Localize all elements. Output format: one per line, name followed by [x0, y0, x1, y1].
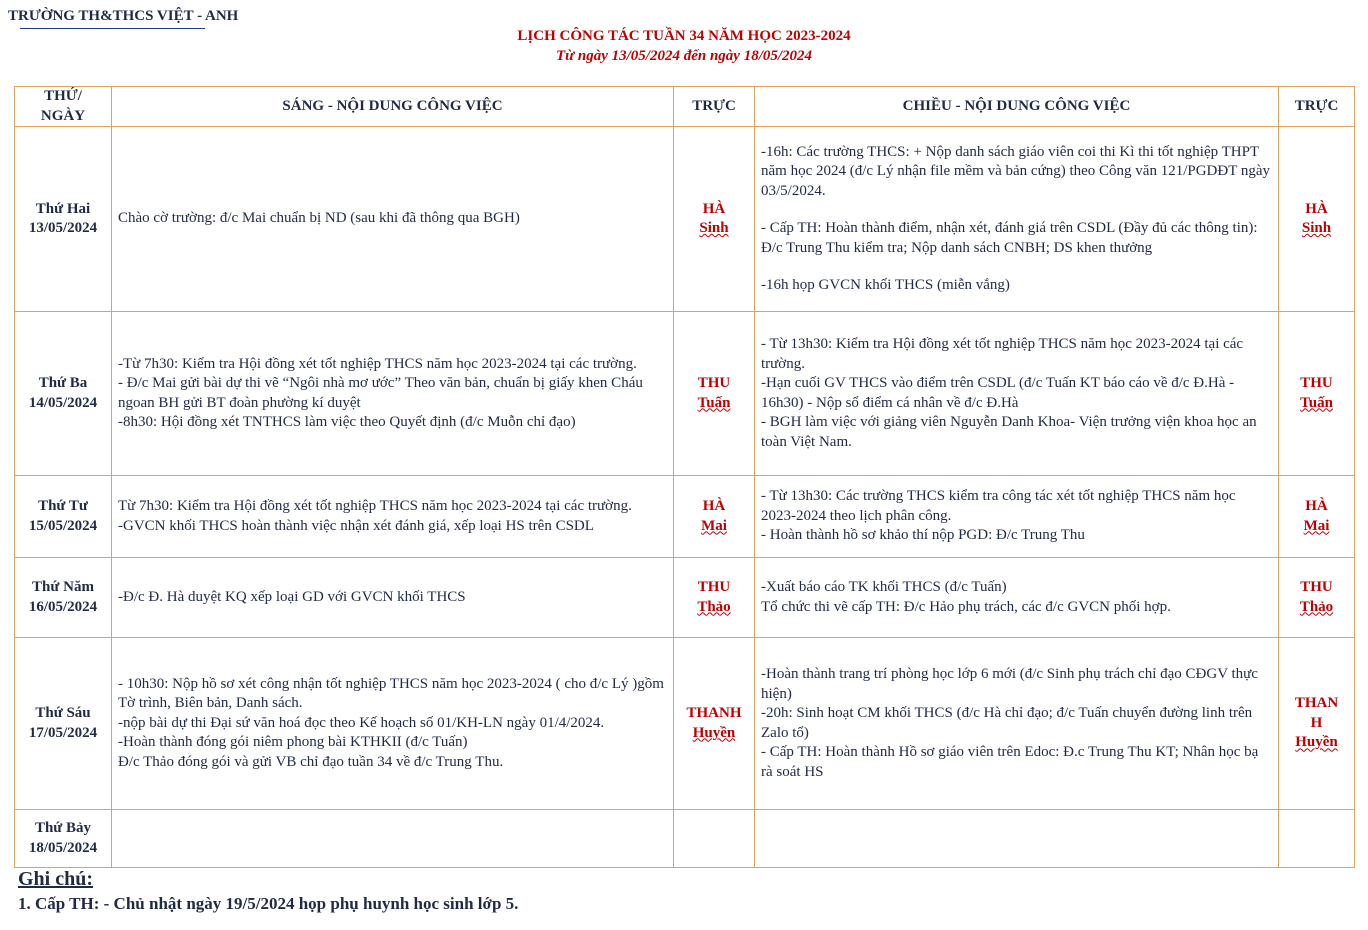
day-date: 15/05/2024 [28, 517, 98, 534]
schedule-row [15, 810, 1355, 868]
weekly-schedule-table [14, 86, 1355, 868]
afternoon-tasks [755, 638, 1279, 810]
duty-afternoon [1279, 127, 1355, 312]
header-duty-afternoon: TRỰC [1279, 87, 1355, 127]
duty-person: Thảo [1299, 598, 1334, 615]
duty-afternoon [1279, 312, 1355, 476]
day-name: Thứ Năm [32, 579, 94, 595]
day-name: Thứ Ba [38, 375, 88, 391]
duty-person: THAN [1294, 695, 1339, 712]
task-line: Đ/c Thảo đóng gói và gửi VB chỉ đạo tuần 34 về đ/c Trung Thu. [118, 753, 504, 770]
header-duty-morning: TRỰC [674, 87, 755, 127]
duty-person: Mai [1303, 517, 1330, 534]
day-date: 18/05/2024 [28, 839, 98, 856]
day-name: Thứ Bảy [34, 820, 92, 836]
duty-morning [674, 127, 755, 312]
day-cell [15, 127, 112, 312]
task-line: -Hạn cuối GV THCS vào điểm trên CSDL (đ/c Tuấn KT báo cáo về đ/c Đ.Hà - 16h30) - Nộp sổ điểm cá nhân về đ/c Đ.Hà [761, 375, 1235, 411]
task-line: Từ 7h30: Kiểm tra Hội đồng xét tốt nghiệp THCS năm học 2023-2024 tại các trường. [118, 498, 632, 514]
duty-afternoon [1279, 476, 1355, 558]
morning-tasks [112, 638, 674, 810]
duty-person: Mai [701, 517, 727, 534]
morning-tasks [112, 810, 674, 868]
duty-afternoon [1279, 638, 1355, 810]
task-line: -Đ/c Đ. Hà duyệt KQ xếp loại GD với GVCN khối THCS [118, 588, 466, 605]
header-day: THỨ/ NGÀY [15, 87, 112, 127]
schedule-body [15, 127, 1355, 868]
morning-tasks [112, 558, 674, 638]
task-line: -20h: Sinh hoạt CM khối THCS (đ/c Hà chỉ đạo; đ/c Tuấn chuyển đường linh trên Zalo tổ) [761, 705, 1253, 741]
header-afternoon: CHIỀU - NỘI DUNG CÔNG VIỆC [755, 87, 1279, 127]
day-cell [15, 476, 112, 558]
task-spacer [761, 258, 1272, 276]
duty-morning [674, 312, 755, 476]
task-line: -Hoàn thành trang trí phòng học lớp 6 mới (đ/c Sinh phụ trách chỉ đạo CĐGV thực hiện) [761, 666, 1258, 702]
schedule-title: LỊCH CÔNG TÁC TUẦN 34 NĂM HỌC 2023-2024 [517, 28, 851, 44]
schedule-row [15, 476, 1355, 558]
duty-person: Tuấn [1300, 394, 1333, 411]
duty-person: THU [1300, 579, 1333, 595]
note-item: 1. Cấp TH: - Chủ nhật ngày 19/5/2024 họp phụ huynh học sinh lớp 5. [18, 894, 519, 913]
task-line: - 10h30: Nộp hồ sơ xét công nhận tốt nghiệp THCS năm học 2023-2024 ( cho đ/c Lý )gồm Tờ trình, Biên bản, Danh sách. [118, 675, 664, 712]
afternoon-tasks [755, 127, 1279, 312]
duty-person: Tuấn [697, 394, 731, 411]
task-line: - Đ/c Mai gửi bài dự thi vẽ “Ngôi nhà mơ ước” Theo văn bản, chuẩn bị giấy khen Cháu ngoan BH gửi BT đoàn phường kí duyệt [118, 375, 643, 411]
morning-tasks [112, 312, 674, 476]
school-name: TRƯỜNG TH&THCS VIỆT - ANH [8, 8, 239, 24]
notes-title: Ghi chú: [18, 868, 94, 890]
duty-afternoon [1279, 558, 1355, 638]
schedule-row [15, 558, 1355, 638]
header-morning: SÁNG - NỘI DUNG CÔNG VIỆC [112, 87, 674, 127]
duty-person: THU [697, 375, 731, 391]
duty-person: Thảo [697, 598, 731, 615]
schedule-date-range: Từ ngày 13/05/2024 đến ngày 18/05/2024 [555, 48, 813, 64]
day-cell [15, 810, 112, 868]
day-date: 17/05/2024 [28, 724, 98, 741]
day-date: 13/05/2024 [28, 220, 98, 236]
day-name: Thứ Tư [38, 498, 88, 514]
day-cell [15, 312, 112, 476]
day-cell [15, 638, 112, 810]
duty-person: THU [697, 579, 731, 595]
day-name: Thứ Sáu [35, 705, 91, 721]
day-date: 14/05/2024 [28, 394, 98, 411]
task-line: -Từ 7h30: Kiểm tra Hội đồng xét tốt nghiệp THCS năm học 2023-2024 tại các trường. [118, 355, 637, 372]
task-line: -GVCN khối THCS hoàn thành việc nhận xét đánh giá, xếp loại HS trên CSDL [118, 517, 594, 534]
duty-morning [674, 810, 755, 868]
afternoon-tasks [755, 810, 1279, 868]
duty-person: HÀ [1305, 200, 1328, 217]
task-line: -Hoàn thành đóng gói niêm phong bài KTHKII (đ/c Tuấn) [118, 734, 468, 751]
task-line: -16h: Các trường THCS: + Nộp danh sách giáo viên coi thi Kì thi tốt nghiệp THPT năm học 2024 (đ/c Lý nhận file mềm và bản cứng) theo Công văn 121/PGDĐT ngày 03/5/2024. [761, 143, 1270, 199]
duty-morning [674, 638, 755, 810]
task-line: - BGH làm việc với giảng viên Nguyễn Danh Khoa- Viện trưởng viện khoa học an toàn Việt Nam. [761, 414, 1257, 450]
morning-tasks [112, 127, 674, 312]
task-line: - Từ 13h30: Các trường THCS kiểm tra công tác xét tốt nghiệp THCS năm học 2023-2024 theo lịch phân công. [761, 488, 1236, 524]
task-spacer [761, 201, 1272, 219]
afternoon-tasks [755, 558, 1279, 638]
task-line: - Từ 13h30: Kiểm tra Hội đồng xét tốt nghiệp THCS năm học 2023-2024 tại các trường. [761, 336, 1244, 372]
duty-person: HÀ [702, 200, 726, 217]
duty-person: Sinh [699, 220, 729, 236]
duty-person: Sinh [1301, 220, 1332, 236]
task-line: -Xuất báo cáo TK khối THCS (đ/c Tuấn) [761, 579, 1007, 595]
task-line: - Cấp TH: Hoàn thành điểm, nhận xét, đánh giá trên CSDL (Đầy đủ các thông tin): Đ/c Trung Thu kiểm tra; Nộp danh sách CNBH; DS khen thưởng [761, 220, 1258, 256]
duty-person: H [1310, 714, 1323, 731]
task-line: -8h30: Hội đồng xét TNTHCS làm việc theo Quyết định (đ/c Muỗn chỉ đạo) [118, 414, 576, 430]
duty-person: Huyền [692, 724, 736, 741]
task-line: Tổ chức thi vẽ cấp TH: Đ/c Hảo phụ trách, các đ/c GVCN phối hợp. [761, 598, 1171, 615]
schedule-row [15, 638, 1355, 810]
duty-person: Huyền [1295, 734, 1338, 751]
duty-morning [674, 476, 755, 558]
task-line: - Cấp TH: Hoàn thành Hồ sơ giáo viên trên Edoc: Đ.c Trung Thu KT; Nhân học bạ rà soát HS [761, 744, 1259, 780]
duty-person: HÀ [702, 498, 726, 514]
schedule-row [15, 312, 1355, 476]
day-date: 16/05/2024 [28, 598, 98, 615]
afternoon-tasks [755, 312, 1279, 476]
day-cell [15, 558, 112, 638]
duty-afternoon [1279, 810, 1355, 868]
task-line: - Hoàn thành hồ sơ khảo thí nộp PGD: Đ/c Trung Thu [761, 527, 1085, 544]
duty-morning [674, 558, 755, 638]
task-line: -16h họp GVCN khối THCS (miễn vắng) [761, 277, 1010, 293]
afternoon-tasks [755, 476, 1279, 558]
task-line: -nộp bài dự thi Đại sứ văn hoá đọc theo Kế hoạch số 01/KH-LN ngày 01/4/2024. [118, 714, 605, 731]
duty-person: THANH [686, 705, 742, 721]
duty-person: THU [1300, 375, 1333, 391]
morning-tasks [112, 476, 674, 558]
day-name: Thứ Hai [35, 200, 91, 217]
task-line: Chào cờ trường: đ/c Mai chuẩn bị ND (sau khi đã thông qua BGH) [118, 210, 520, 227]
duty-person: HÀ [1305, 498, 1328, 514]
schedule-row [15, 127, 1355, 312]
